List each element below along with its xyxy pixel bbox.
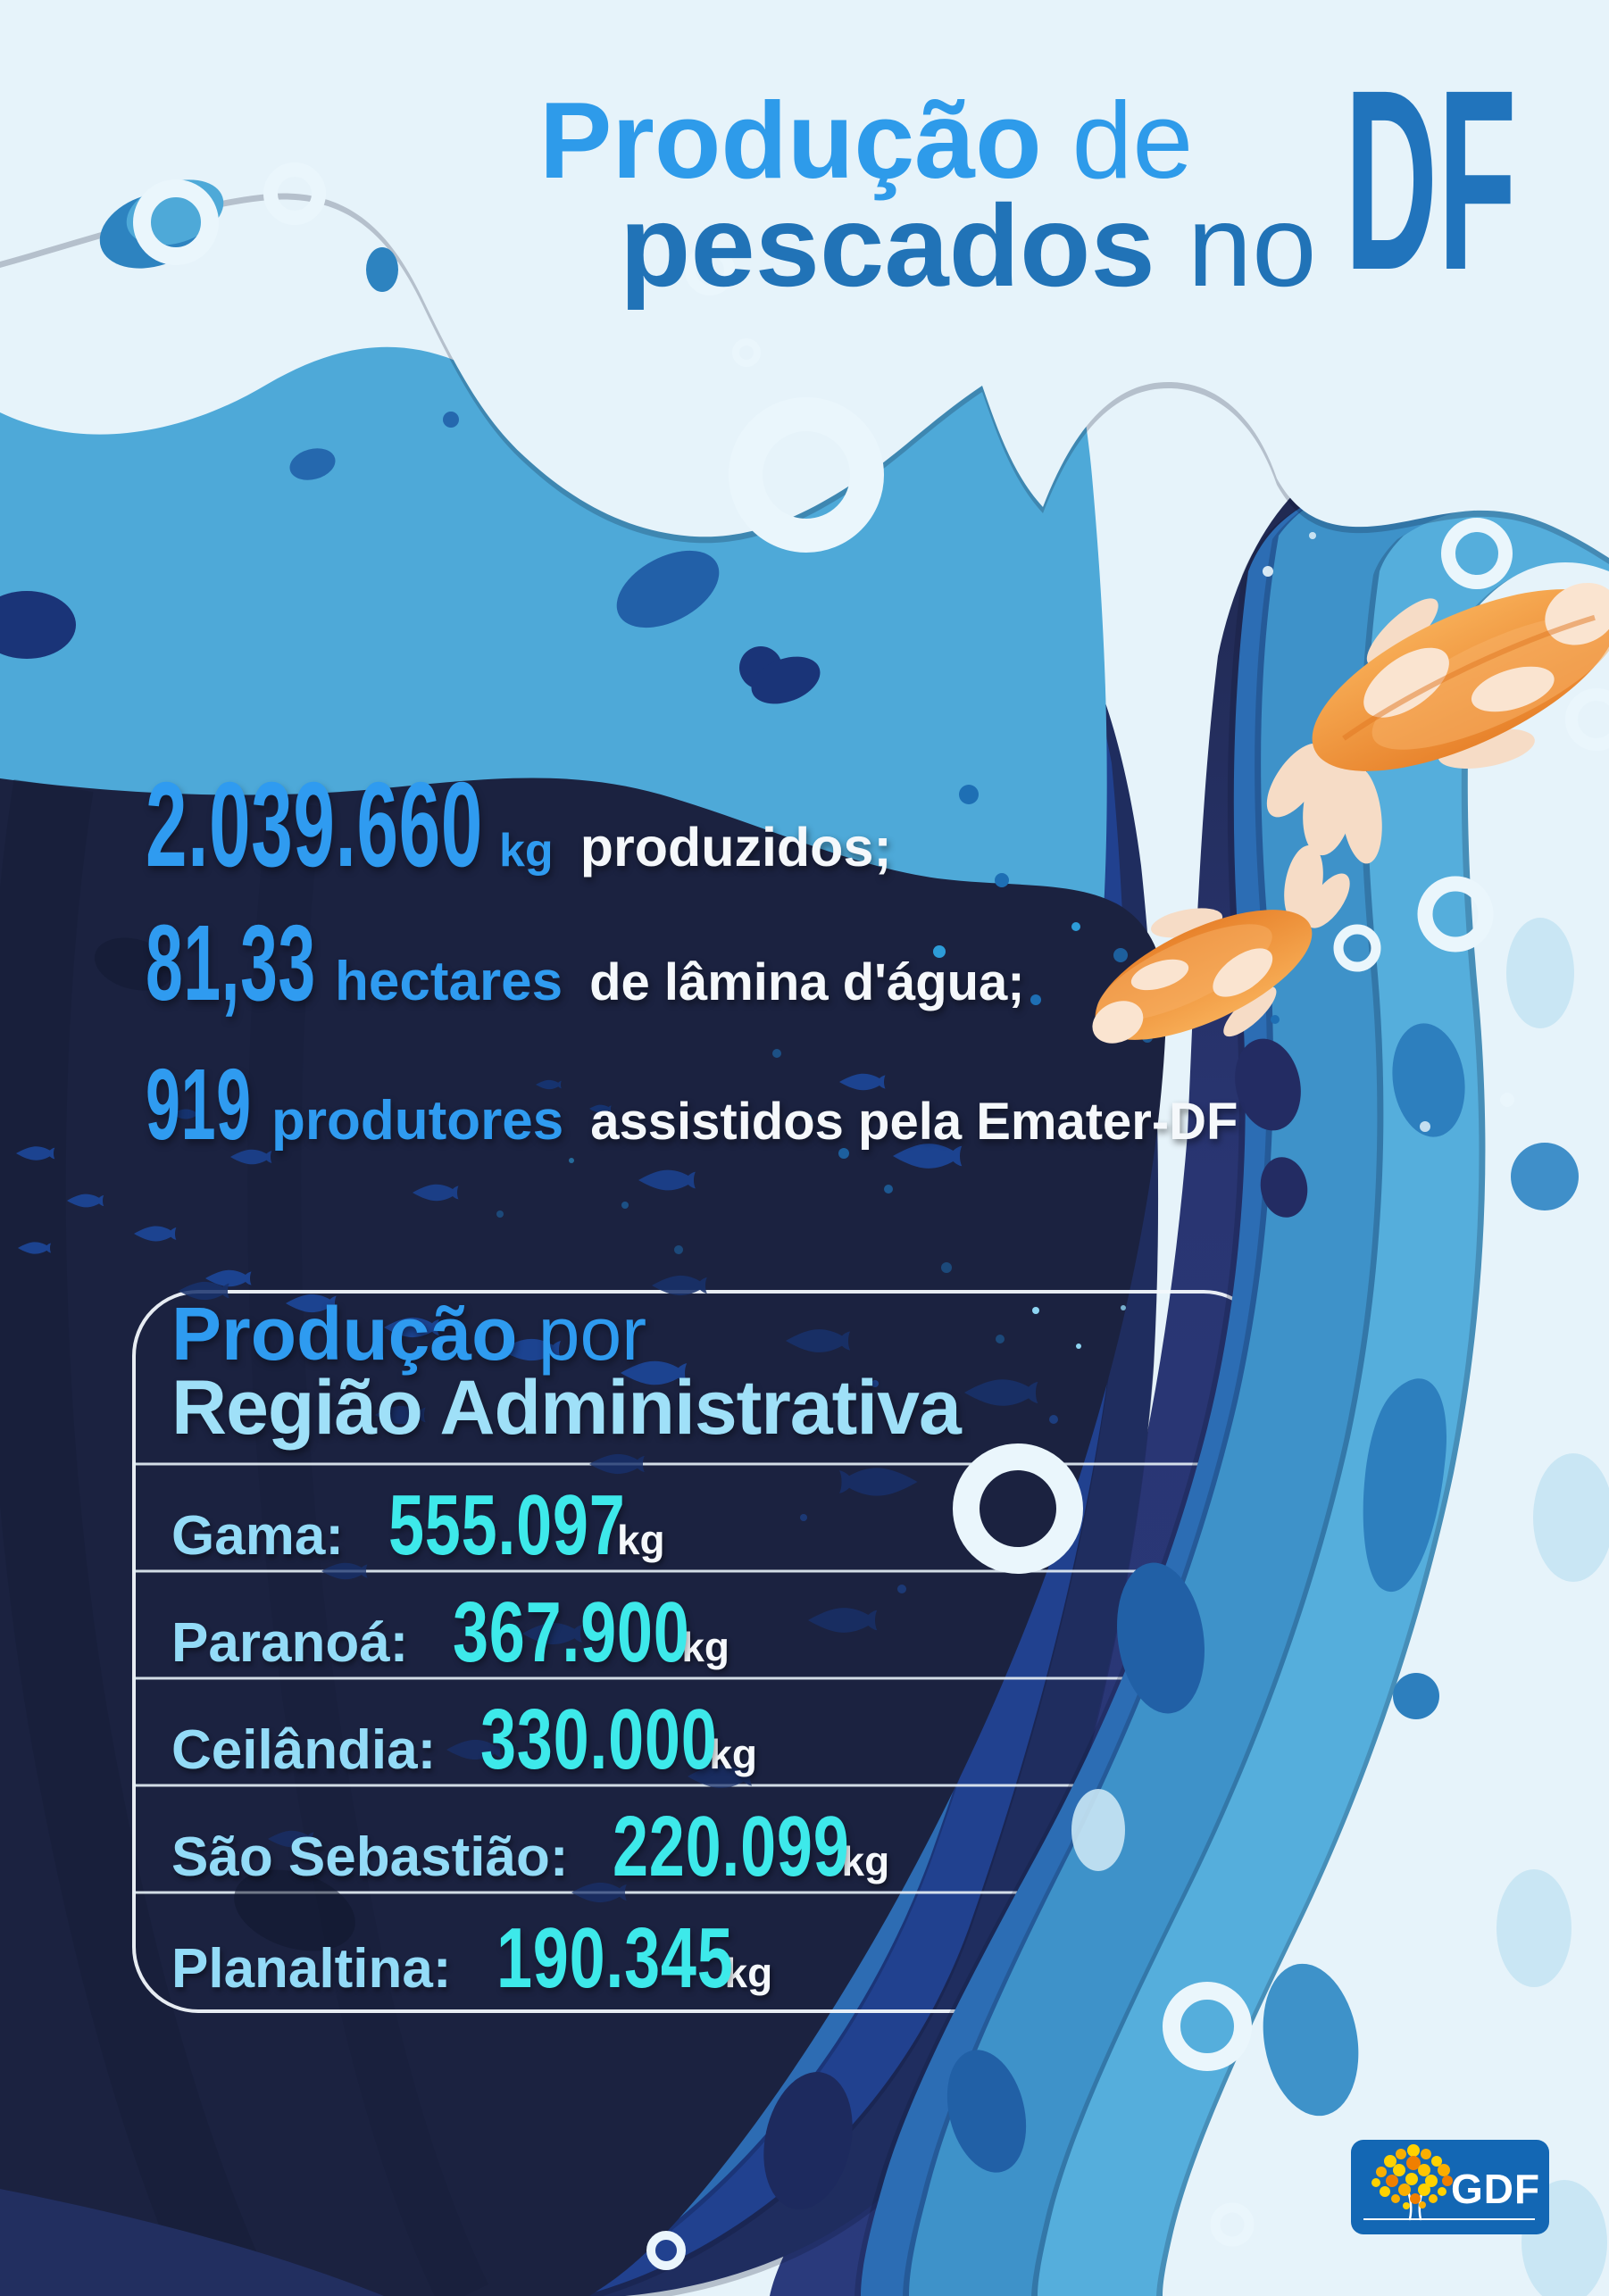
region-label: São Sebastião:: [171, 1826, 569, 1888]
stat-value: 81,33: [146, 902, 316, 1023]
title-word-pescados: pescados: [620, 180, 1155, 311]
stat-hectares: [146, 902, 1025, 1023]
region-box-header-line1: Produção por: [171, 1292, 647, 1376]
region-label: Gama:: [171, 1505, 344, 1567]
stat-production-kg: [146, 757, 892, 892]
poster-title-line2: [620, 180, 1317, 311]
region-label: Paranoá:: [171, 1612, 409, 1674]
region-row-planaltina: [171, 1910, 773, 2006]
gdf-government-logo: [1351, 2140, 1549, 2234]
poster-title-line1: [539, 79, 1194, 201]
region-unit: kg: [724, 1950, 773, 1996]
stat-description: de lâmina d'água;: [589, 953, 1025, 1011]
region-value: 220.099: [613, 1799, 850, 1894]
region-value: 330.000: [480, 1692, 718, 1787]
stat-unit: produtores: [271, 1090, 564, 1152]
stat-value: 2.039.660: [146, 757, 483, 892]
region-value: 190.345: [496, 1910, 734, 2006]
region-row-sao-sebastiao: [171, 1799, 890, 1894]
region-label: Ceilândia:: [171, 1719, 437, 1781]
stat-producers: [146, 1048, 1238, 1160]
gdf-logo-text: GDF: [1451, 2166, 1541, 2212]
title-word-no: no: [1155, 180, 1317, 311]
region-unit: kg: [841, 1838, 890, 1884]
title-word-de: de: [1041, 79, 1194, 201]
region-value: 555.097: [388, 1477, 626, 1573]
region-unit: kg: [709, 1731, 757, 1777]
title-df-abbreviation: DF: [1345, 37, 1517, 324]
region-value: 367.900: [453, 1585, 690, 1680]
stat-unit: hectares: [335, 951, 563, 1012]
region-box-header-line2: Região Administrativa: [171, 1365, 961, 1451]
stat-description: produzidos;: [579, 817, 892, 878]
region-label: Planaltina:: [171, 1938, 452, 2000]
region-unit: kg: [616, 1517, 665, 1563]
stat-unit: kg: [499, 825, 554, 877]
region-row-gama: [171, 1477, 665, 1573]
stat-value: 919: [146, 1048, 252, 1160]
region-unit: kg: [681, 1624, 730, 1670]
title-word-producao: Produção: [539, 79, 1042, 201]
stat-description: assistidos pela Emater-DF: [590, 1093, 1238, 1151]
region-row-paranoa: [171, 1585, 730, 1680]
region-row-ceilandia: [171, 1692, 757, 1787]
